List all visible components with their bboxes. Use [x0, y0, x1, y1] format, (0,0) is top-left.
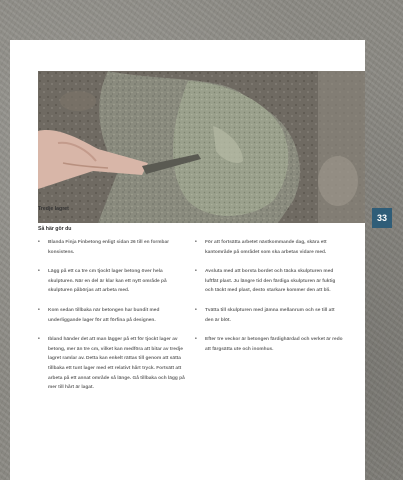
section-title: Tredje lagret — [38, 206, 69, 212]
list-item: • Kom sedan tillbaka när betongen har bundit med underliggande lager för att förfina på designen. — [38, 306, 160, 323]
page — [10, 40, 365, 480]
list-item: • Ibland händer det att man lägger på ett för tjockt lager av betong, mer än tre cm, vilket kan medföra att bitar av tredje lagret ramlar av. Detta kan enkelt rättas till genom att sätta tillbaka ett tunt lager med ett relativt hårt tryck. Fortsätt att arbeta på ett annat område så länge. Gå tillbaka och lägg på mer till hårt är lagat. — [38, 336, 185, 391]
sculpture-trowel-photo — [38, 71, 365, 223]
left-column — [38, 238, 186, 403]
list-item: • För att fortsätta arbetet nästkommande dag, skära ett kantområde på området som ska arbetas vidare med. — [195, 239, 327, 255]
page-number-badge: 33 — [372, 208, 392, 228]
list-item: • Tvätta till skulpturen med jämna mellanrum och se till att den är blöt. — [195, 306, 335, 323]
list-item: • Avsluta med att borsta bordet och täcka skulpturen med luftfät plast. Ju längre tid den färdiga skulpturen är fuktig och täckt med plast, desto starkare kommer den att bli. — [195, 268, 336, 294]
list-item: • Efter tre veckor är betongen färdighärdad och verket är redo att färgsätta ute och inomhus. — [195, 336, 343, 352]
subheading: Så här gör du — [38, 226, 72, 232]
list-item: • Lägg på ett ca tre cm tjockt lager betong över hela skulpturen. När en del är klar kan ett nytt område på skulpturen påbörjas att arbeta med. — [38, 268, 167, 294]
right-column — [195, 238, 343, 364]
list-item: • Blanda Finja Finbetong enligt sidan 26 till en formbar konsistens. — [38, 239, 169, 255]
